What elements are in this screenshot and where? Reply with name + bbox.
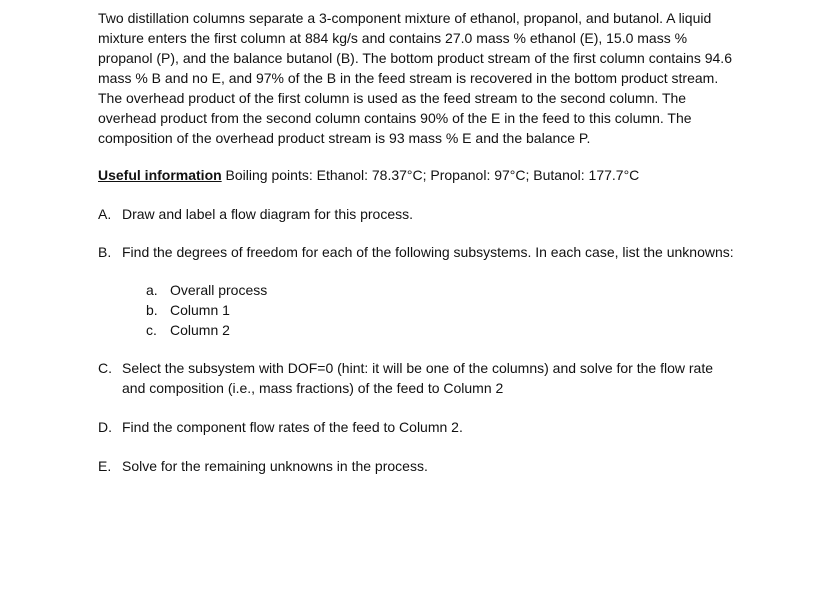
question-b <box>98 242 738 262</box>
question-text: Solve for the remaining unknowns in the process. <box>122 458 428 474</box>
subsystem-item <box>146 320 738 340</box>
question-text: Draw and label a flow diagram for this process. <box>122 206 414 222</box>
subsystem-item <box>146 300 738 320</box>
question-text: Find the degrees of freedom for each of the following subsystems. In each case, list the unknowns: <box>122 244 734 260</box>
question-d <box>98 417 738 437</box>
question-e <box>98 456 738 476</box>
question-c <box>98 358 738 398</box>
question-letter: A. <box>98 206 112 222</box>
question-letter: B. <box>98 244 112 260</box>
subsystem-list <box>146 280 738 340</box>
useful-information <box>98 165 738 185</box>
question-a <box>98 204 738 224</box>
subsystem-letter: c. <box>146 322 157 338</box>
document-page <box>98 8 738 476</box>
subsystem-text: Column 1 <box>170 302 230 318</box>
question-letter: E. <box>98 458 112 474</box>
problem-statement: Two distillation columns separate a 3-component mixture of ethanol, propanol, and butanol. A liquid mixture enters the first column at 884 kg/s and contains 27.0 mass % ethanol (E), 15.0 mass % propanol (P), and the balance butanol (B). The bottom product stream of the first column contains 94.6 mass % B and no E, and 97% of the B in the feed stream is recovered in the bottom product stream. The overhead product of the first column is used as the feed stream to the second column. The overhead product from the second column contains 90% of the E in the feed to this column. The composition of the overhead product stream is 93 mass % E and the balance P. <box>98 10 732 146</box>
question-text: Find the component flow rates of the feed to Column 2. <box>122 419 463 435</box>
subsystem-text: Column 2 <box>170 322 230 338</box>
question-letter: C. <box>98 360 112 376</box>
subsystem-letter: a. <box>146 282 158 298</box>
subsystem-letter: b. <box>146 302 158 318</box>
question-text: Select the subsystem with DOF=0 (hint: it will be one of the columns) and solve for the flow rate and composition (i.e., mass fractions) of the feed to Column 2 <box>122 360 713 396</box>
useful-information-label: Useful information <box>98 167 222 183</box>
useful-information-text: Boiling points: Ethanol: 78.37°C; Propanol: 97°C; Butanol: 177.7°C <box>221 167 640 183</box>
subsystem-item <box>146 280 738 300</box>
subsystem-text: Overall process <box>170 282 268 298</box>
question-letter: D. <box>98 419 112 435</box>
